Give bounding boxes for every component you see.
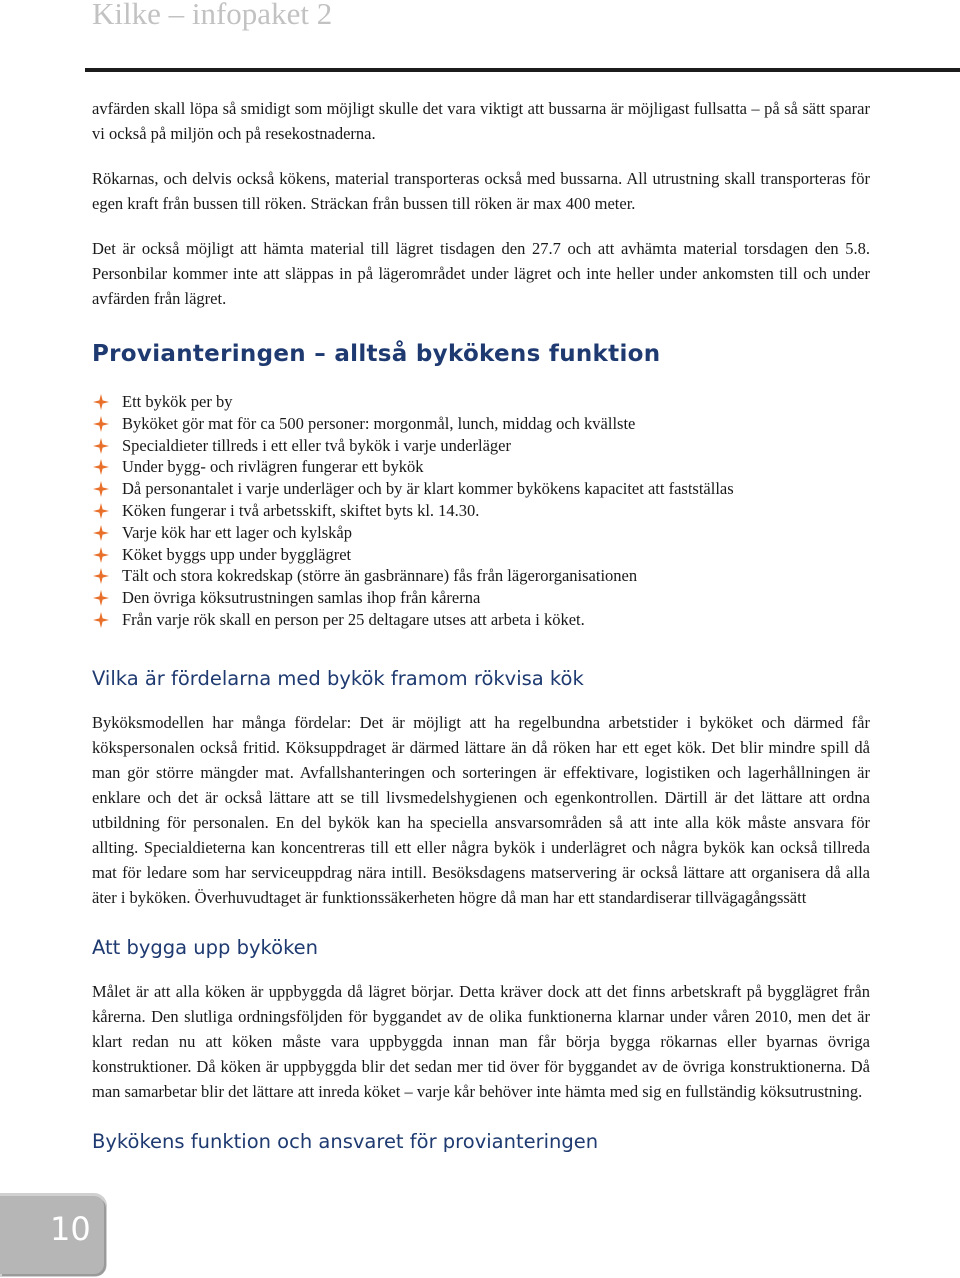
four-point-star-icon <box>93 547 109 563</box>
bullet-text: Varje kök har ett lager och kylskåp <box>122 522 353 542</box>
four-point-star-icon <box>93 394 109 410</box>
bullet-text: Köken fungerar i två arbetsskift, skiftet byts kl. 14.30. <box>122 500 480 520</box>
bullet-text: Tält och stora kokredskap (större än gasbrännare) fås från lägerorganisationen <box>122 566 638 586</box>
document-header-title: Kilke – infopaket 2 <box>92 0 333 31</box>
four-point-star-icon <box>93 503 109 519</box>
section-heading-funktion-ansvar: Bykökens funktion och ansvaret för provianteringen <box>92 1129 599 1153</box>
bullet-text: Byköket gör mat för ca 500 personer: morgonmål, lunch, middag och kvällste <box>122 413 636 433</box>
four-point-star-icon <box>93 612 109 628</box>
bullet-item <box>122 500 870 522</box>
fordelar-paragraph: Byköksmodellen har många fördelar: Det är möjligt att ha regelbundna arbetstider i byköket och därmed får kökspersonalen också fritid. Köksuppdraget är därmed lättare än då röken har ett eget kök. Det blir mindre spill då man gör större mängder mat. Avfallshanteringen och sorteringen är effektivare, logistiken och lagerhållningen är enklare och det är också lättare att se till livsmedelshygienen och egenkontrollen. Därtill är det lättare att ordna utbildning för personalen. En del bykök kan ha speciella ansvarsområden så att inte alla kök måste ansvara för allting. Specialdieterna kan koncentreras till ett eller några bykök i underlägret och några bykök kan också tillreda mat för ledare som har serviceuppdrag nära intill. Besöksdagens matservering är också lättare att organisera då alla äter i byköken. Överhuvudtaget är funktionssäkerheten högre då man har ett standardiserar tillvägagångssätt <box>92 712 870 907</box>
section-heading-fordelar: Vilka är fördelarna med bykök framom rökvisa kök <box>92 666 584 690</box>
bullet-item <box>122 587 870 609</box>
bullet-text: Specialdieter tillreds i ett eller två bykök i varje underläger <box>122 435 511 455</box>
page-number: 10 <box>50 1210 91 1248</box>
bullet-item <box>122 544 870 566</box>
intro-paragraph-3: Det är också möjligt att hämta material till lägret tisdagen den 27.7 och att avhämta material torsdagen den 5.8. Personbilar kommer inte att släppas in på lägerområdet under lägret och inte heller under ankomsten till och under avfärden från lägret. <box>92 239 870 308</box>
page-content <box>92 96 870 1173</box>
bullet-text: Från varje rök skall en person per 25 deltagare utses att arbeta i köket. <box>122 609 585 629</box>
bullet-item <box>122 435 870 457</box>
four-point-star-icon <box>93 416 109 432</box>
bullet-item <box>122 565 870 587</box>
section-heading-provianteringen: Provianteringen – alltså bykökens funktion <box>92 341 661 367</box>
provianteringen-bullet-list <box>92 391 870 631</box>
bullet-item <box>122 522 870 544</box>
bullet-text: Ett bykök per by <box>122 392 233 411</box>
header-divider <box>85 68 960 72</box>
bygga-upp-paragraph: Målet är att alla köken är uppbyggda då lägret börjar. Detta kräver dock att det finns arbetskraft på bygglägret från kårerna. Den slutliga ordningsföljden för byggandet av de olika funktionerna klarnar under våren 2010, men det är klart redan nu att köken måste vara uppbyggda innan man får börja bygga rökarnas eller byarnas övriga konstruktioner. Då köken är uppbyggda blir det sedan mer tid över för byggandet av de övriga konstruktionerna. Då man samarbetar blir det lättare att inreda köket – varje kår behöver inte hämta med sig en fullständig köksutrustning. <box>92 981 870 1101</box>
four-point-star-icon <box>93 459 109 475</box>
four-point-star-icon <box>93 590 109 606</box>
bullet-item <box>122 478 870 500</box>
bullet-item <box>122 413 870 435</box>
bullet-item <box>122 391 870 413</box>
section-heading-bygga-upp: Att bygga upp byköken <box>92 935 319 959</box>
four-point-star-icon <box>93 525 109 541</box>
bullet-item <box>122 456 870 478</box>
intro-paragraph-1: avfärden skall löpa så smidigt som möjligt skulle det vara viktigt att bussarna är möjligast fullsatta – på så sätt sparar vi också på miljön och på resekostnaderna. <box>92 99 870 143</box>
bullet-text: Då personantalet i varje underläger och by är klart kommer bykökens kapacitet att fastställas <box>122 479 734 499</box>
bullet-text: Den övriga köksutrustningen samlas ihop från kårerna <box>122 588 481 608</box>
bullet-text: Under bygg- och rivlägren fungerar ett bykök <box>122 457 424 477</box>
four-point-star-icon <box>93 438 109 454</box>
four-point-star-icon <box>93 568 109 584</box>
intro-paragraph-2: Rökarnas, och delvis också kökens, material transporteras också med bussarna. All utrustning skall transporteras för egen kraft från bussen till röken. Sträckan från bussen till röken är max 400 meter. <box>92 169 870 213</box>
bullet-text: Köket byggs upp under bygglägret <box>122 544 352 564</box>
bullet-item <box>122 609 870 631</box>
four-point-star-icon <box>93 481 109 497</box>
